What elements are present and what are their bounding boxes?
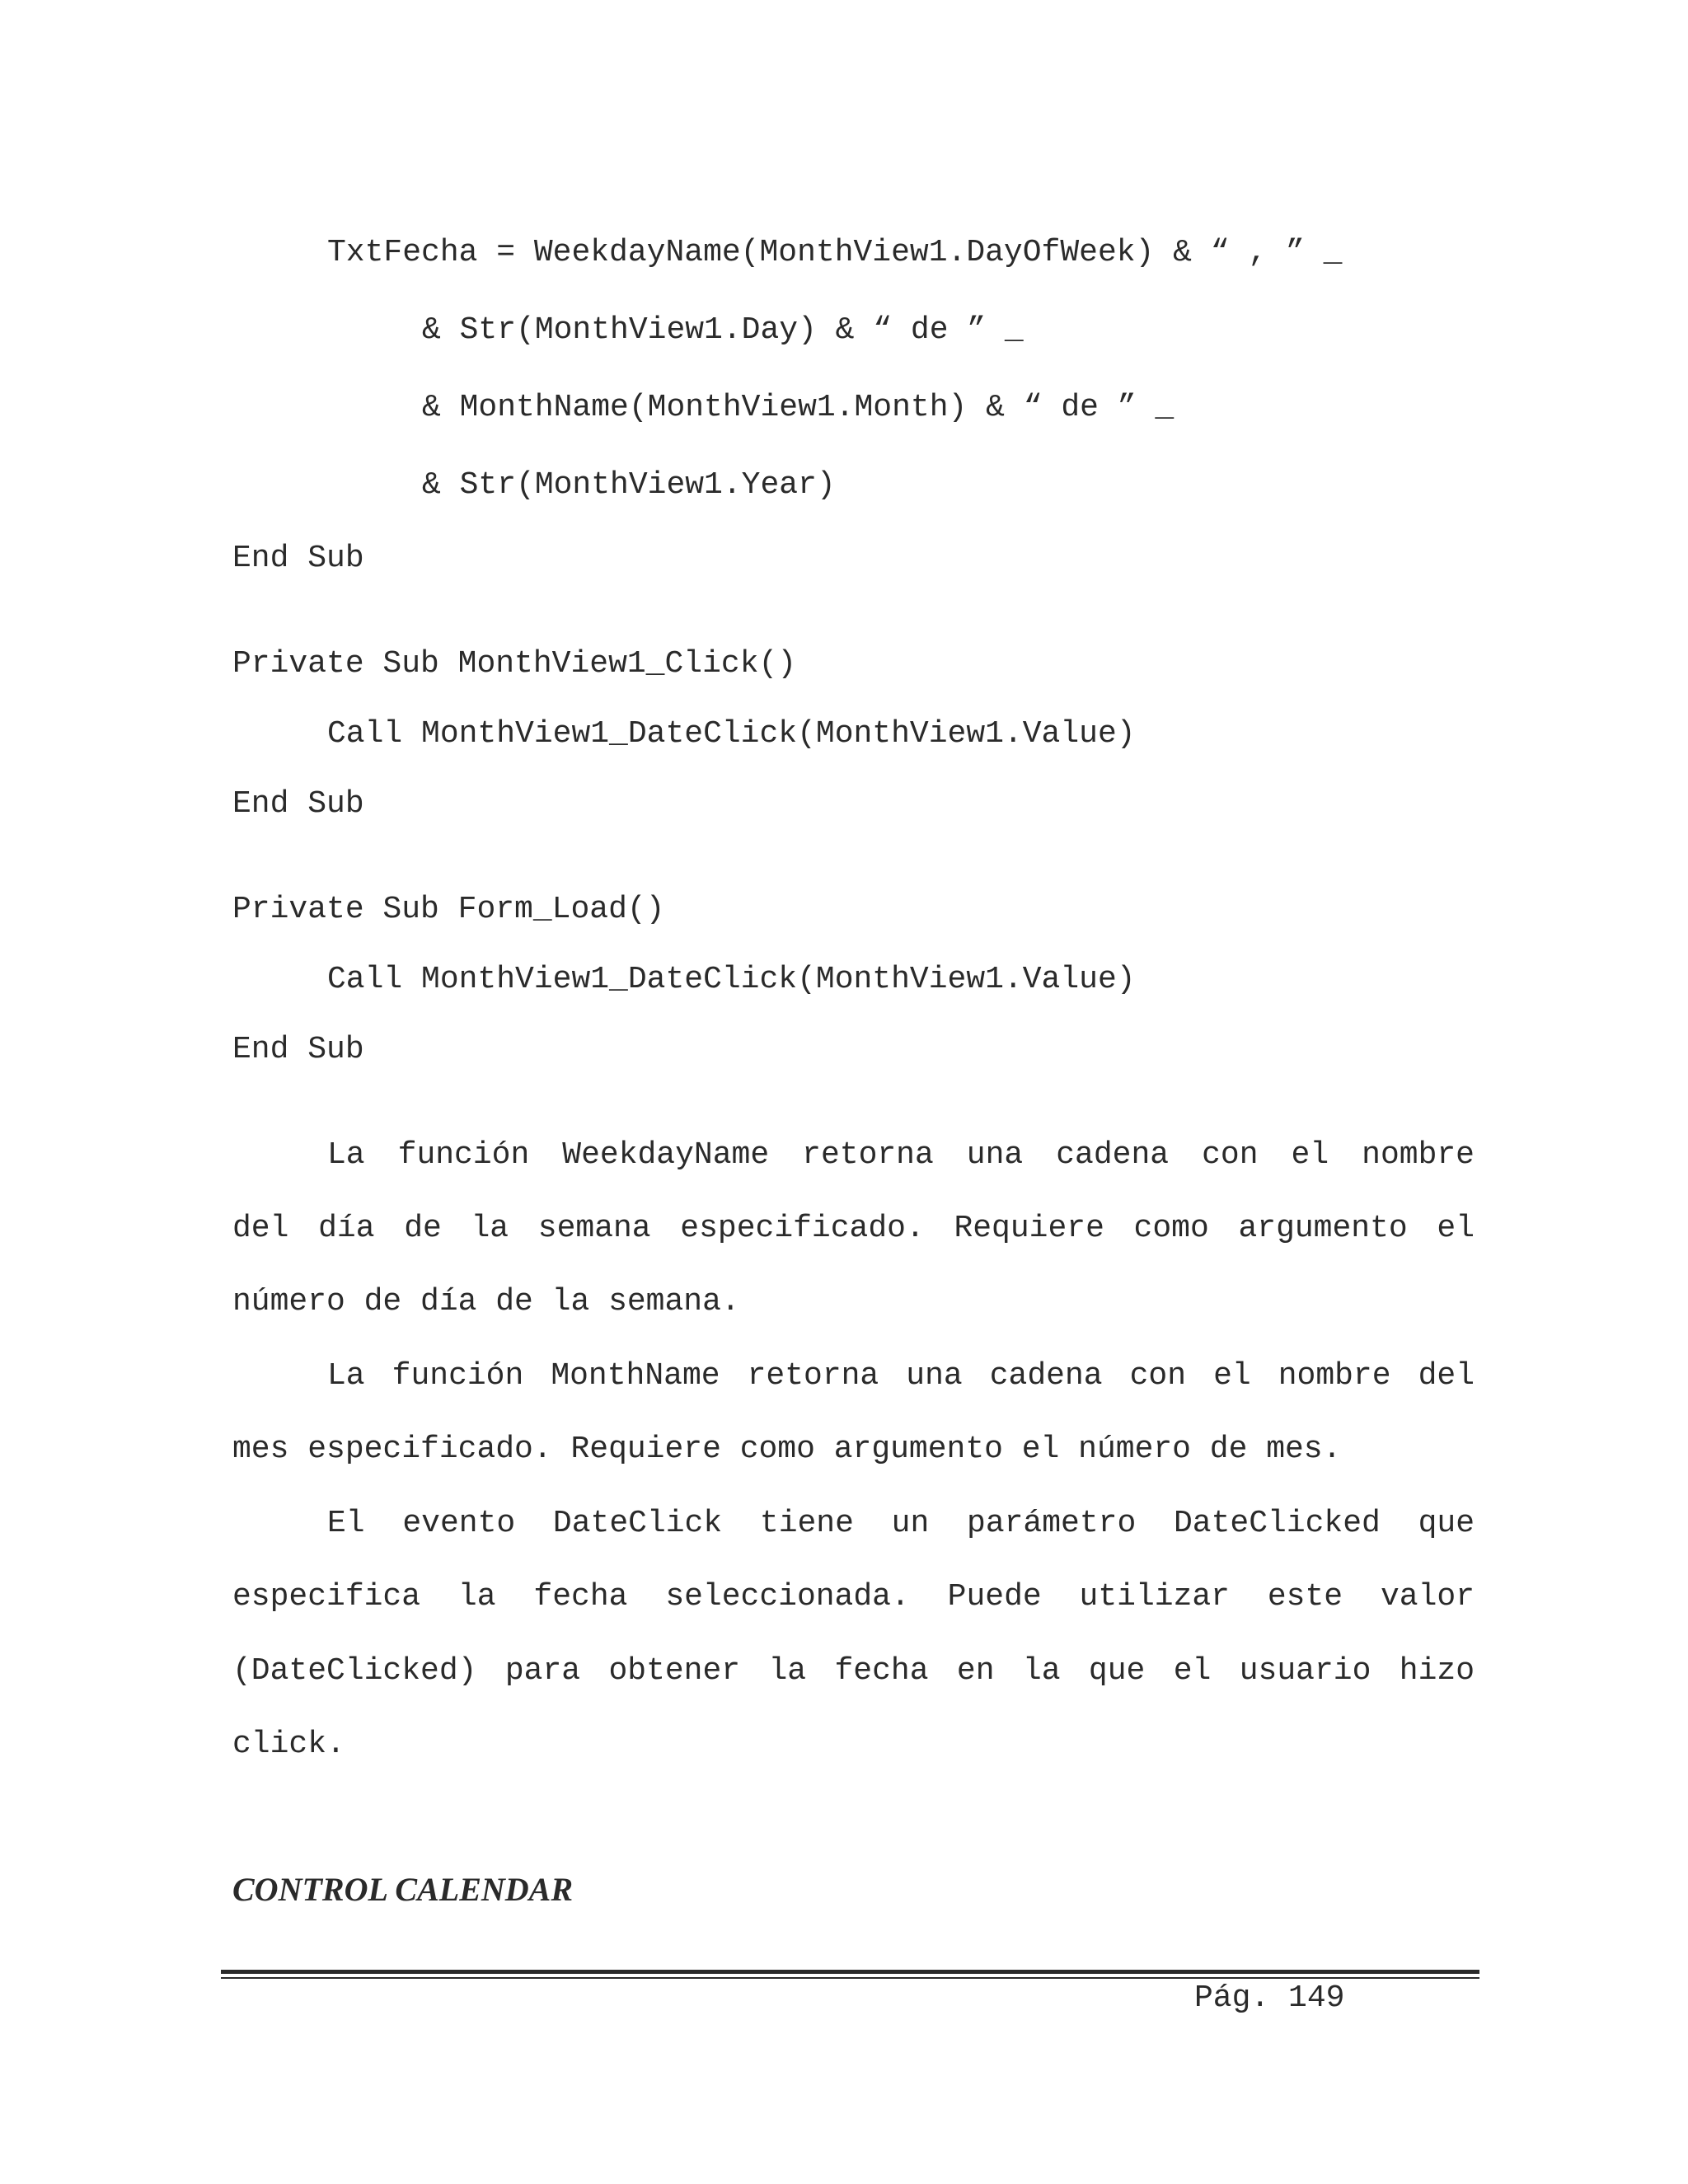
code-line: Private Sub Form_Load() — [232, 892, 665, 927]
footer-rule-thick — [221, 1970, 1479, 1974]
paragraph-line: La función WeekdayName retorna una cadena con el nombre — [327, 1137, 1475, 1173]
paragraph-line: del día de la semana especificado. Requiere como argumento el — [232, 1211, 1475, 1246]
paragraph-line: El evento DateClick tiene un parámetro DateClicked que — [327, 1506, 1475, 1541]
code-line: Call MonthView1_DateClick(MonthView1.Value) — [327, 716, 1136, 752]
paragraph-line: click. — [232, 1727, 345, 1762]
paragraph-line: especifica la fecha seleccionada. Puede utilizar este valor — [232, 1579, 1475, 1615]
code-line: & Str(MonthView1.Day) & “ de ” _ — [422, 312, 1024, 348]
paragraph-line: mes especificado. Requiere como argumento el número de mes. — [232, 1432, 1342, 1467]
code-line: Call MonthView1_DateClick(MonthView1.Value) — [327, 962, 1136, 997]
code-line: End Sub — [232, 541, 364, 576]
code-line: End Sub — [232, 786, 364, 822]
code-line: TxtFecha = WeekdayName(MonthView1.DayOfWeek) & “ , ” _ — [327, 235, 1343, 270]
section-heading: CONTROL CALENDAR — [232, 1871, 574, 1908]
code-line: Private Sub MonthView1_Click() — [232, 646, 797, 682]
code-line: & MonthName(MonthView1.Month) & “ de ” _ — [422, 390, 1175, 425]
paragraph-line: La función MonthName retorna una cadena con el nombre del — [327, 1358, 1475, 1394]
paragraph-line: (DateClicked) para obtener la fecha en la que el usuario hizo — [232, 1653, 1475, 1689]
code-line: & Str(MonthView1.Year) — [422, 467, 836, 503]
paragraph-line: número de día de la semana. — [232, 1284, 740, 1319]
code-line: End Sub — [232, 1032, 364, 1067]
page-number: Pág. 149 — [1194, 1980, 1345, 2016]
